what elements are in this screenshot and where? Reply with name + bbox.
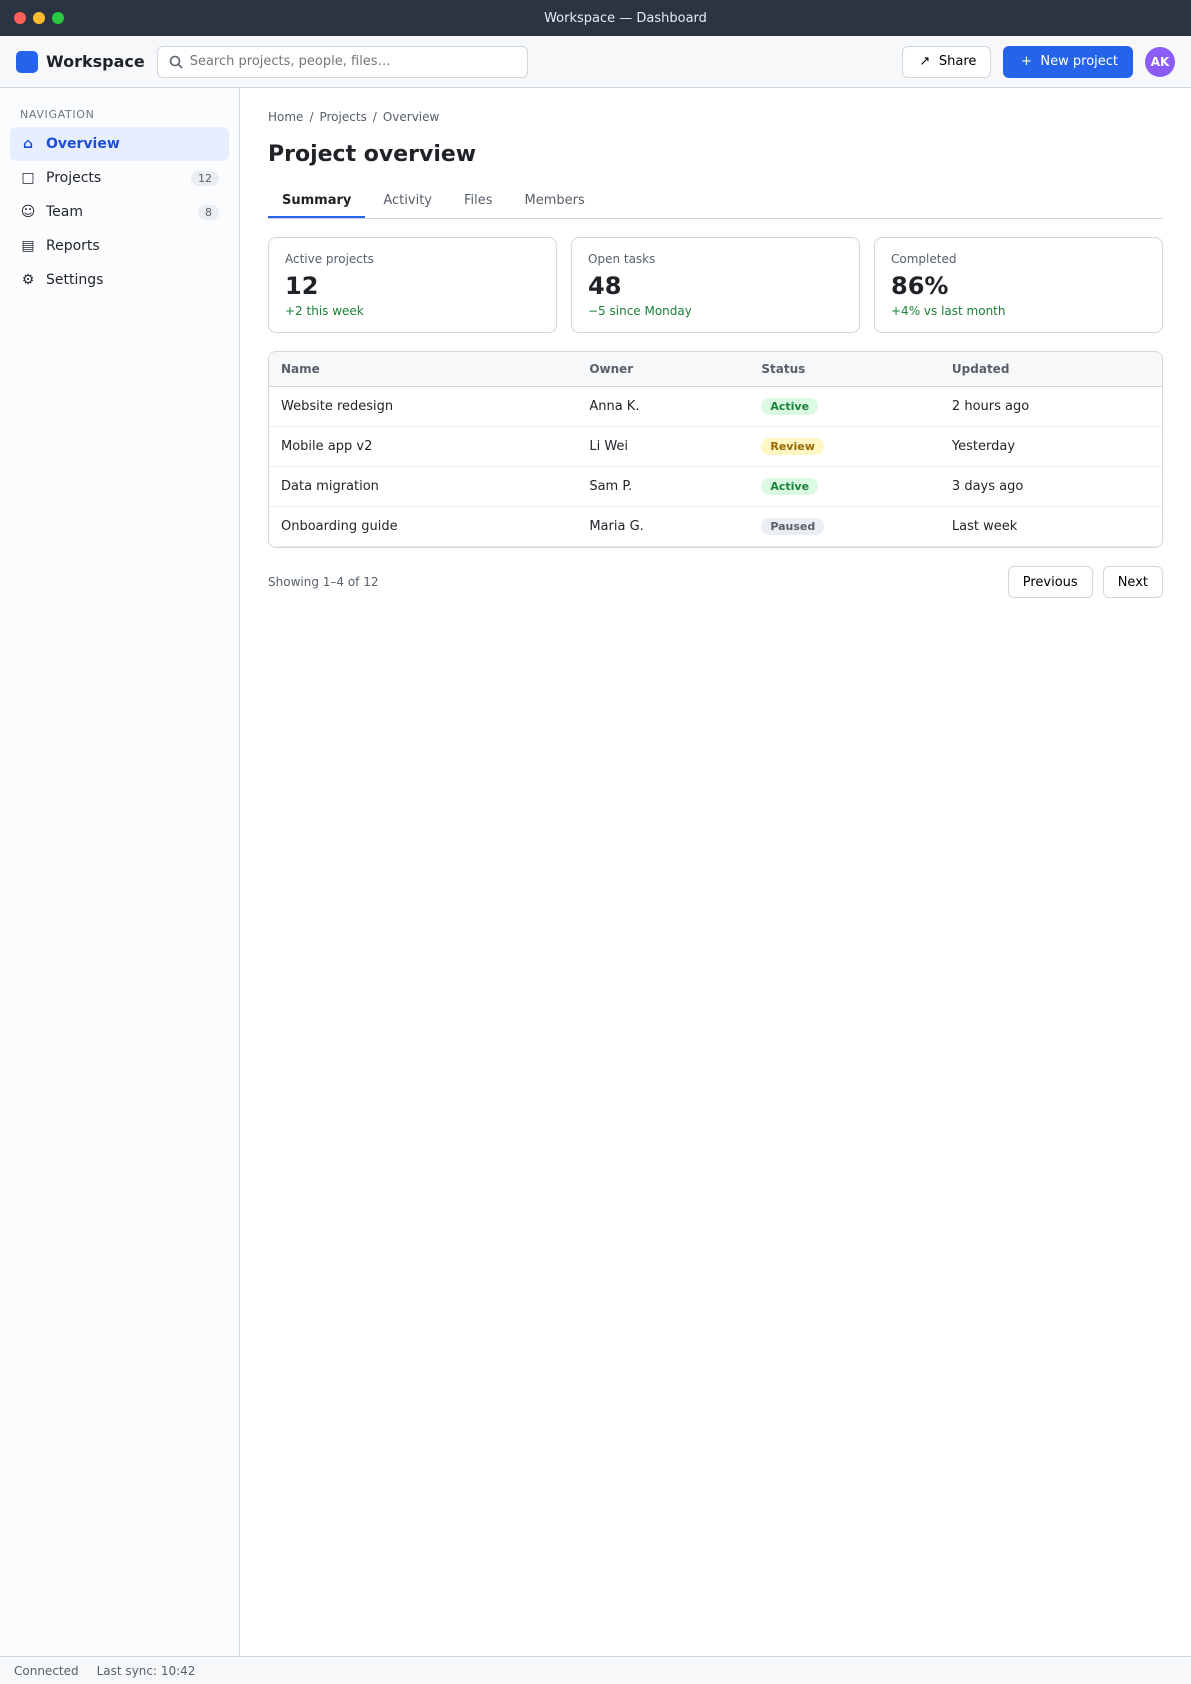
new-project-button-label: New project [1040, 54, 1118, 69]
cell-owner: Anna K. [577, 387, 749, 427]
column-header-status[interactable]: Status [749, 352, 940, 387]
stat-value: 12 [285, 272, 319, 300]
stat-value: 48 [588, 272, 622, 300]
tab-bar [268, 185, 1163, 219]
sidebar-item-count: 12 [191, 171, 219, 186]
stat-delta: −5 since Monday [588, 304, 692, 318]
stat-label: Active projects [285, 252, 374, 266]
column-header-name[interactable]: Name [269, 352, 577, 387]
status-badge: Active [761, 398, 818, 415]
table-header-row [269, 352, 1162, 387]
sidebar-item-label: Settings [46, 272, 104, 288]
cell-status [749, 427, 940, 467]
users-icon: ☺ [20, 204, 36, 220]
brand[interactable] [16, 51, 145, 73]
cell-owner: Sam P. [577, 467, 749, 507]
plus-icon: + [1020, 54, 1032, 69]
column-header-owner[interactable]: Owner [577, 352, 749, 387]
new-project-button[interactable] [1003, 46, 1133, 78]
tab-members[interactable]: Members [524, 193, 585, 208]
search-input[interactable] [190, 54, 518, 69]
table-row[interactable] [269, 467, 1162, 507]
cell-status [749, 467, 940, 507]
sidebar-item-overview[interactable] [10, 127, 229, 161]
brand-name: Workspace [46, 52, 145, 71]
gear-icon: ⚙ [21, 272, 35, 288]
maximize-window-button[interactable] [52, 12, 64, 24]
stat-delta: +2 this week [285, 304, 364, 318]
sidebar-item-projects[interactable] [10, 161, 229, 195]
cell-name: Data migration [269, 467, 577, 507]
previous-page-button[interactable]: Previous [1008, 566, 1093, 598]
stat-label: Completed [891, 252, 957, 266]
breadcrumb [268, 110, 1163, 124]
chart-icon: ▤ [21, 238, 35, 254]
status-badge: Review [761, 438, 824, 455]
home-icon: ⌂ [22, 136, 34, 152]
cell-name: Mobile app v2 [269, 427, 577, 467]
stat-cards [268, 237, 1163, 333]
avatar[interactable]: AK [1145, 47, 1175, 77]
cell-owner: Li Wei [577, 427, 749, 467]
pagination [268, 566, 1163, 598]
minimize-window-button[interactable] [33, 12, 45, 24]
cell-status [749, 387, 940, 427]
breadcrumb-separator: / [309, 110, 314, 124]
search-box [157, 46, 529, 78]
column-header-updated[interactable]: Updated [940, 352, 1162, 387]
cell-name: Onboarding guide [269, 507, 577, 547]
sidebar-item-label: Reports [46, 238, 100, 254]
share-button[interactable] [902, 46, 992, 78]
share-icon: ↗ [919, 54, 931, 69]
tab-activity[interactable]: Activity [383, 193, 432, 208]
table-row[interactable] [269, 507, 1162, 547]
page-header [268, 142, 1163, 167]
pagination-summary: Showing 1–4 of 12 [268, 575, 379, 589]
stat-value: 86% [891, 272, 949, 300]
breadcrumb-separator: / [372, 110, 377, 124]
tab-files[interactable]: Files [464, 193, 493, 208]
next-page-button[interactable]: Next [1103, 566, 1163, 598]
sidebar [0, 88, 240, 1656]
content-body [0, 88, 1191, 1656]
table-row[interactable] [269, 387, 1162, 427]
sidebar-item-reports[interactable] [10, 229, 229, 263]
window-title: Workspace — Dashboard [544, 10, 707, 26]
main-panel [240, 88, 1191, 1656]
cell-status [749, 507, 940, 547]
connection-status: Connected [14, 1663, 79, 1678]
stat-card [571, 237, 860, 333]
breadcrumb-item: Overview [382, 110, 440, 124]
cell-updated: 2 hours ago [940, 387, 1162, 427]
breadcrumb-item[interactable]: Home [268, 110, 304, 124]
sidebar-item-label: Projects [46, 170, 102, 186]
table-row[interactable] [269, 427, 1162, 467]
status-badge: Active [761, 478, 818, 495]
sync-status: Last sync: 10:42 [96, 1663, 196, 1678]
window-controls [14, 12, 64, 24]
breadcrumb-item[interactable]: Projects [319, 110, 367, 124]
sidebar-item-label: Team [46, 204, 84, 220]
stat-label: Open tasks [588, 252, 656, 266]
title-bar [0, 0, 1191, 36]
sidebar-item-label: Overview [46, 136, 120, 152]
tab-summary[interactable]: Summary [268, 185, 365, 218]
sidebar-item-settings[interactable] [10, 263, 229, 297]
sidebar-item-count: 8 [198, 205, 219, 220]
sidebar-heading: NAVIGATION [20, 108, 95, 121]
toolbar [0, 36, 1191, 88]
stat-card [874, 237, 1163, 333]
sidebar-item-team[interactable] [10, 195, 229, 229]
cell-updated: Yesterday [940, 427, 1162, 467]
stat-delta: +4% vs last month [891, 304, 1006, 318]
stat-card [268, 237, 557, 333]
page-title: Project overview [268, 142, 477, 167]
search-icon [168, 54, 184, 70]
brand-logo [16, 51, 38, 73]
status-badge: Paused [761, 518, 824, 535]
status-bar [0, 1656, 1191, 1684]
cell-name: Website redesign [269, 387, 577, 427]
close-window-button[interactable] [14, 12, 26, 24]
cell-owner: Maria G. [577, 507, 749, 547]
cell-updated: 3 days ago [940, 467, 1162, 507]
folder-icon: □ [21, 170, 35, 186]
share-button-label: Share [938, 54, 977, 69]
projects-table [268, 351, 1163, 548]
cell-updated: Last week [940, 507, 1162, 547]
